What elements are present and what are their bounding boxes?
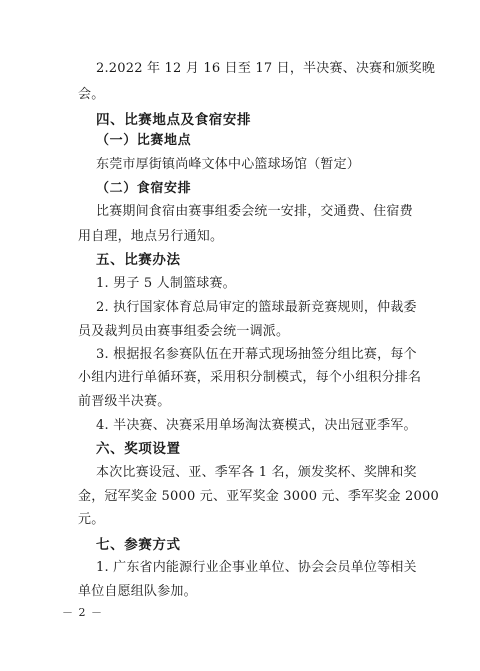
paragraph-line: 3. 根据报名参赛队伍在开幕式现场抽签分组比赛，每个 — [96, 347, 417, 362]
paragraph-line: 小组内进行单循环赛，采用积分制模式，每个小组积分排名 — [78, 370, 422, 385]
page-number: － 2 － — [62, 606, 103, 619]
paragraph-line: 本次比赛设冠、亚、季军各 1 名，颁发奖杯、奖牌和奖 — [96, 465, 417, 480]
section-heading: 六、奖项设置 — [96, 441, 181, 457]
paragraph-line: 比赛期间食宿由赛事组委会统一安排，交通费、住宿费 — [96, 204, 413, 219]
paragraph-line: 前晋级半决赛。 — [78, 394, 171, 409]
paragraph-line: 单位自愿组队参加。 — [78, 584, 197, 599]
section-heading: 四、比赛地点及食宿安排 — [96, 112, 252, 128]
paragraph-line: 元。 — [78, 512, 105, 527]
section-heading: 五、比赛办法 — [96, 252, 181, 268]
section-heading: 七、参赛方式 — [96, 537, 181, 553]
paragraph-line: 会。 — [78, 87, 105, 102]
paragraph-line: 用自理，地点另行通知。 — [78, 229, 224, 244]
paragraph-line: 员及裁判员由赛事组委会统一调派。 — [78, 324, 290, 339]
paragraph-line: 2. 执行国家体育总局审定的篮球最新竞赛规则，仲裁委 — [96, 300, 417, 315]
paragraph-line: 1. 广东省内能源行业企事业单位、协会会员单位等相关 — [96, 560, 417, 575]
paragraph-line: 4. 半决赛、决赛采用单场淘汰赛模式，决出冠亚季军。 — [96, 418, 417, 433]
paragraph-line: 金，冠军奖金 5000 元、亚军奖金 3000 元、季军奖金 2000 — [78, 489, 439, 504]
paragraph-line: 2.2022 年 12 月 16 日至 17 日，半决赛、决赛和颁奖晚 — [96, 61, 436, 76]
subsection-heading: （二）食宿安排 — [96, 181, 192, 196]
subsection-heading: （一）比赛地点 — [96, 133, 192, 148]
paragraph-line: 1. 男子 5 人制篮球赛。 — [96, 276, 236, 291]
paragraph-line: 东莞市厚街镇尚峰文体中心篮球场馆（暂定） — [96, 157, 361, 172]
